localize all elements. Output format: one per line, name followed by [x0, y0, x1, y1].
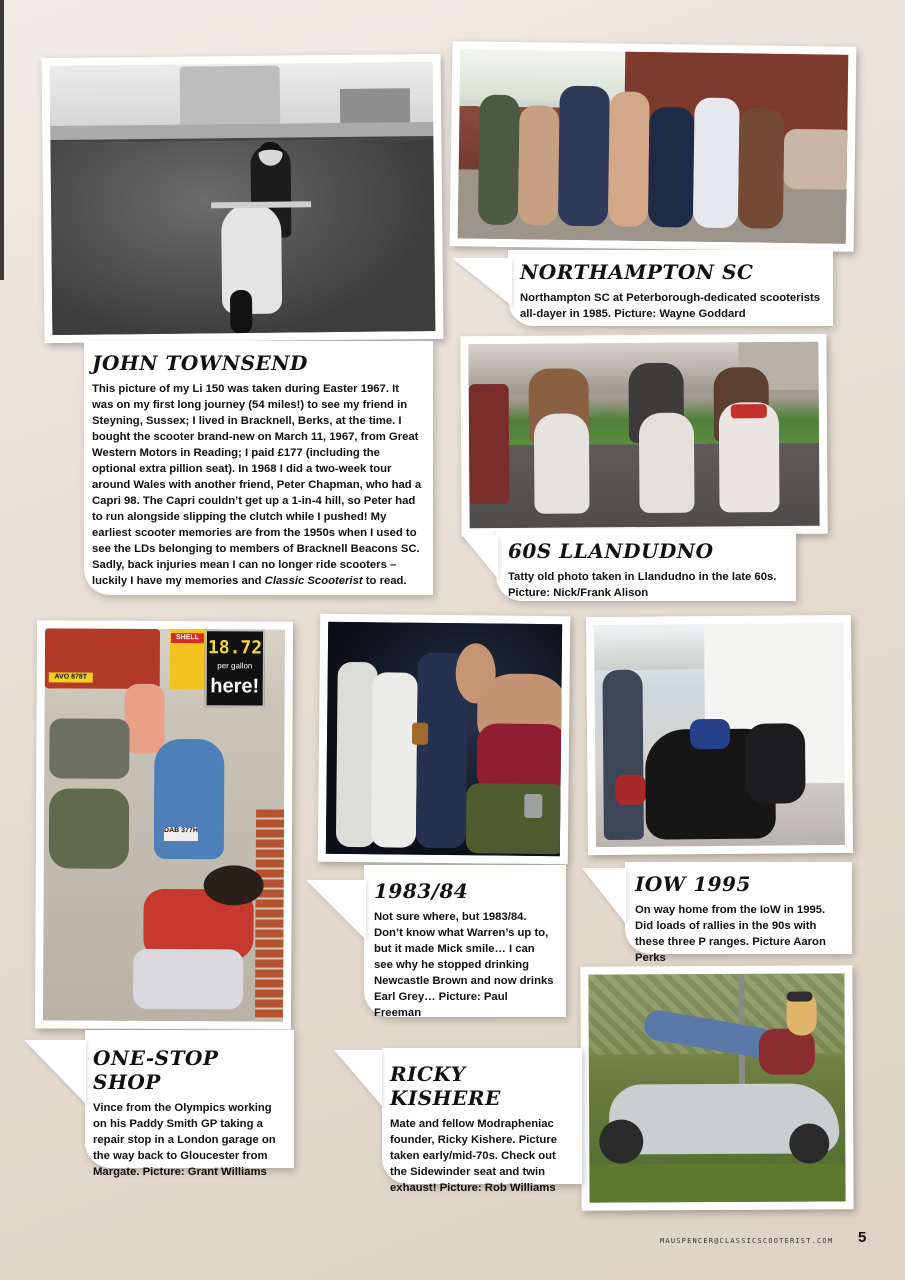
photo-1983-84: [318, 614, 571, 865]
caption-card-john-townsend: [84, 341, 433, 595]
card-curl: [582, 868, 626, 924]
caption-body: On way home from the IoW in 1995. Did loads of rallies in the 90s with these three P ranges. Picture Aaron Perks: [635, 904, 826, 965]
car-number-plate: AVO 878T: [49, 672, 93, 682]
footer-email: MAUSPENCER@CLASSICSCOOTERIST.COM: [660, 1237, 834, 1245]
caption-card-one-stop-shop: [85, 1030, 294, 1179]
photo-northampton-sc: [450, 41, 857, 252]
page-number: 5: [858, 1229, 867, 1246]
caption-card-ricky-kishere: [382, 1048, 582, 1195]
caption-body: Tatty old photo taken in Llandudno in the late 60s. Picture: Nick/Frank Alison: [508, 571, 777, 600]
photo-60s-llandudno: [460, 334, 827, 537]
photo-iow-1995: [586, 615, 853, 855]
caption-title: 60S LLANDUDNO: [508, 539, 714, 563]
shell-sign: SHELL: [171, 633, 204, 643]
card-curl: [24, 1040, 86, 1104]
caption-card-1983-84: [364, 865, 566, 1020]
caption-card-60s-llandudno: [496, 529, 796, 601]
photo-john-townsend: [42, 54, 444, 343]
caption-body: Vince from the Olympics working on his Paddy Smith GP taking a repair stop in a London garage on the way back to Gloucester from Margate. Picture: Grant Williams: [93, 1102, 276, 1179]
photo-ricky-kishere: [580, 965, 853, 1210]
card-curl: [452, 258, 512, 306]
caption-title: NORTHAMPTON SC: [520, 260, 754, 284]
card-curl: [334, 1050, 382, 1106]
per-gallon-label: per gallon: [217, 661, 253, 671]
scooter-number-plate: DAB 377H: [164, 827, 198, 841]
caption-title: ONE-STOP SHOP: [93, 1046, 219, 1094]
fuel-price-display: 18.72: [207, 637, 263, 659]
caption-card-northampton-sc: [508, 250, 833, 326]
caption-title: JOHN TOWNSEND: [92, 351, 308, 375]
caption-body: This picture of my Li 150 was taken during Easter 1967. It was on my first long journey (54 miles!) to see my friend in Steyning, Sussex; I lived in Bracknell, Berks, at the time. I bought the scooter brand-new on March 11, 1967, from Great Western Motors in Reading; I paid £177 (including the optional extra pillion seat). In 1968 I did a two-week tour around Wales with another friend, Peter Chapman, who had a Capri 98. The Capri couldn’t get up a 1-in-4 hill, so Peter had to run alongside slipping the clutch while I pushed! My earliest scooter memories are from the 1950s when I used to see the LDs belonging to members of Bracknell Beacons SC. Sadly, back injuries mean I can no longer ride scooters – luckily I have my memories and Classic Scooterist to read.: [92, 383, 422, 588]
card-curl: [462, 535, 498, 579]
caption-title: 1983/84: [374, 879, 469, 903]
here-sign: here!: [210, 675, 260, 698]
card-curl: [306, 880, 366, 940]
caption-body: Not sure where, but 1983/84. Don’t know what Warren’s up to, but it made Mick smile… I can see why he stopped drinking Newcastle Brown and now drinks Earl Grey… Picture: Paul Freeman: [374, 911, 554, 1020]
caption-title: RICKY KISHERE: [390, 1062, 501, 1110]
caption-card-iow-1995: [625, 862, 852, 965]
magazine-name: Classic Scooterist: [264, 575, 363, 588]
photo-one-stop-shop: [35, 620, 293, 1029]
caption-body: Northampton SC at Peterborough-dedicated scooterists all-dayer in 1985. Picture: Wayne Goddard: [520, 292, 821, 321]
page-edge-strip: [0, 0, 4, 280]
caption-body: Mate and fellow Modrapheniac founder, Ricky Kishere. Picture taken early/mid-70s. Check out the Sidewinder seat and twin exhaust! Picture: Rob Williams: [390, 1118, 557, 1195]
caption-title: IOW 1995: [635, 872, 751, 896]
